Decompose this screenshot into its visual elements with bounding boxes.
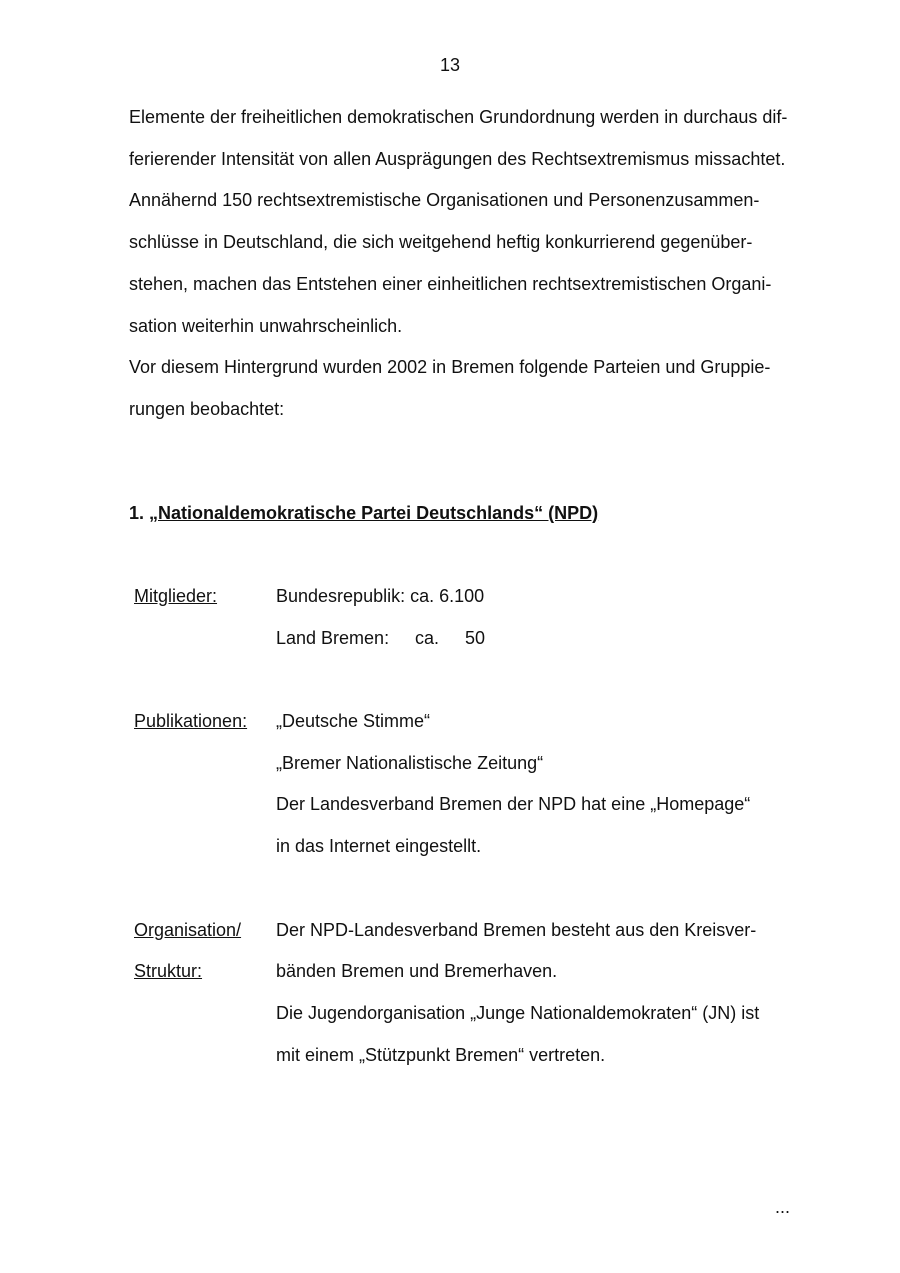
organisation-label: Organisation/ <box>134 920 242 940</box>
publication-line: in das Internet eingestellt. <box>276 836 482 856</box>
page-number: 13 <box>439 55 461 75</box>
members-land-value: 50 <box>465 628 486 648</box>
members-land-ca: ca. <box>415 628 440 648</box>
intro-line: schlüsse in Deutschland, die sich weitgehend heftig konkurrierend gegenüber- <box>129 232 753 252</box>
publication-line: „Bremer Nationalistische Zeitung“ <box>276 753 544 773</box>
intro-line: ferierender Intensität von allen Ausprägungen des Rechtsextremismus missachtet. <box>129 149 786 169</box>
section-number: 1. <box>129 503 145 523</box>
organisation-line: mit einem „Stützpunkt Bremen“ vertreten. <box>276 1045 606 1065</box>
intro-line: Annähernd 150 rechtsextremistische Organisationen und Personenzusammen- <box>129 190 760 210</box>
members-label: Mitglieder: <box>134 586 218 606</box>
publication-line: „Deutsche Stimme“ <box>276 711 431 731</box>
members-federal: Bundesrepublik: ca. 6.100 <box>276 586 485 606</box>
intro-line: Elemente der freiheitlichen demokratischen Grundordnung werden in durchaus dif- <box>129 107 788 127</box>
publication-line: Der Landesverband Bremen der NPD hat eine „Homepage“ <box>276 794 751 814</box>
members-land-label: Land Bremen: <box>276 628 390 648</box>
organisation-line: bänden Bremen und Bremerhaven. <box>276 961 558 981</box>
organisation-line: Die Jugendorganisation „Junge Nationaldemokraten“ (JN) ist <box>276 1003 760 1023</box>
intro-line: sation weiterhin unwahrscheinlich. <box>129 316 403 336</box>
publications-label: Publikationen: <box>134 711 248 731</box>
organisation-line: Der NPD-Landesverband Bremen besteht aus den Kreisver- <box>276 920 757 940</box>
intro-line: rungen beobachtet: <box>129 399 285 419</box>
continuation-marker: ... <box>775 1197 791 1217</box>
members-land <box>276 628 485 649</box>
intro-line: stehen, machen das Entstehen einer einheitlichen rechtsextremistischen Organi- <box>129 274 772 294</box>
structure-label: Struktur: <box>134 961 203 981</box>
intro-line: Vor diesem Hintergrund wurden 2002 in Bremen folgende Parteien und Gruppie- <box>129 357 771 377</box>
section-heading <box>129 503 598 524</box>
section-title: „Nationaldemokratische Partei Deutschlands“ (NPD) <box>149 503 599 523</box>
